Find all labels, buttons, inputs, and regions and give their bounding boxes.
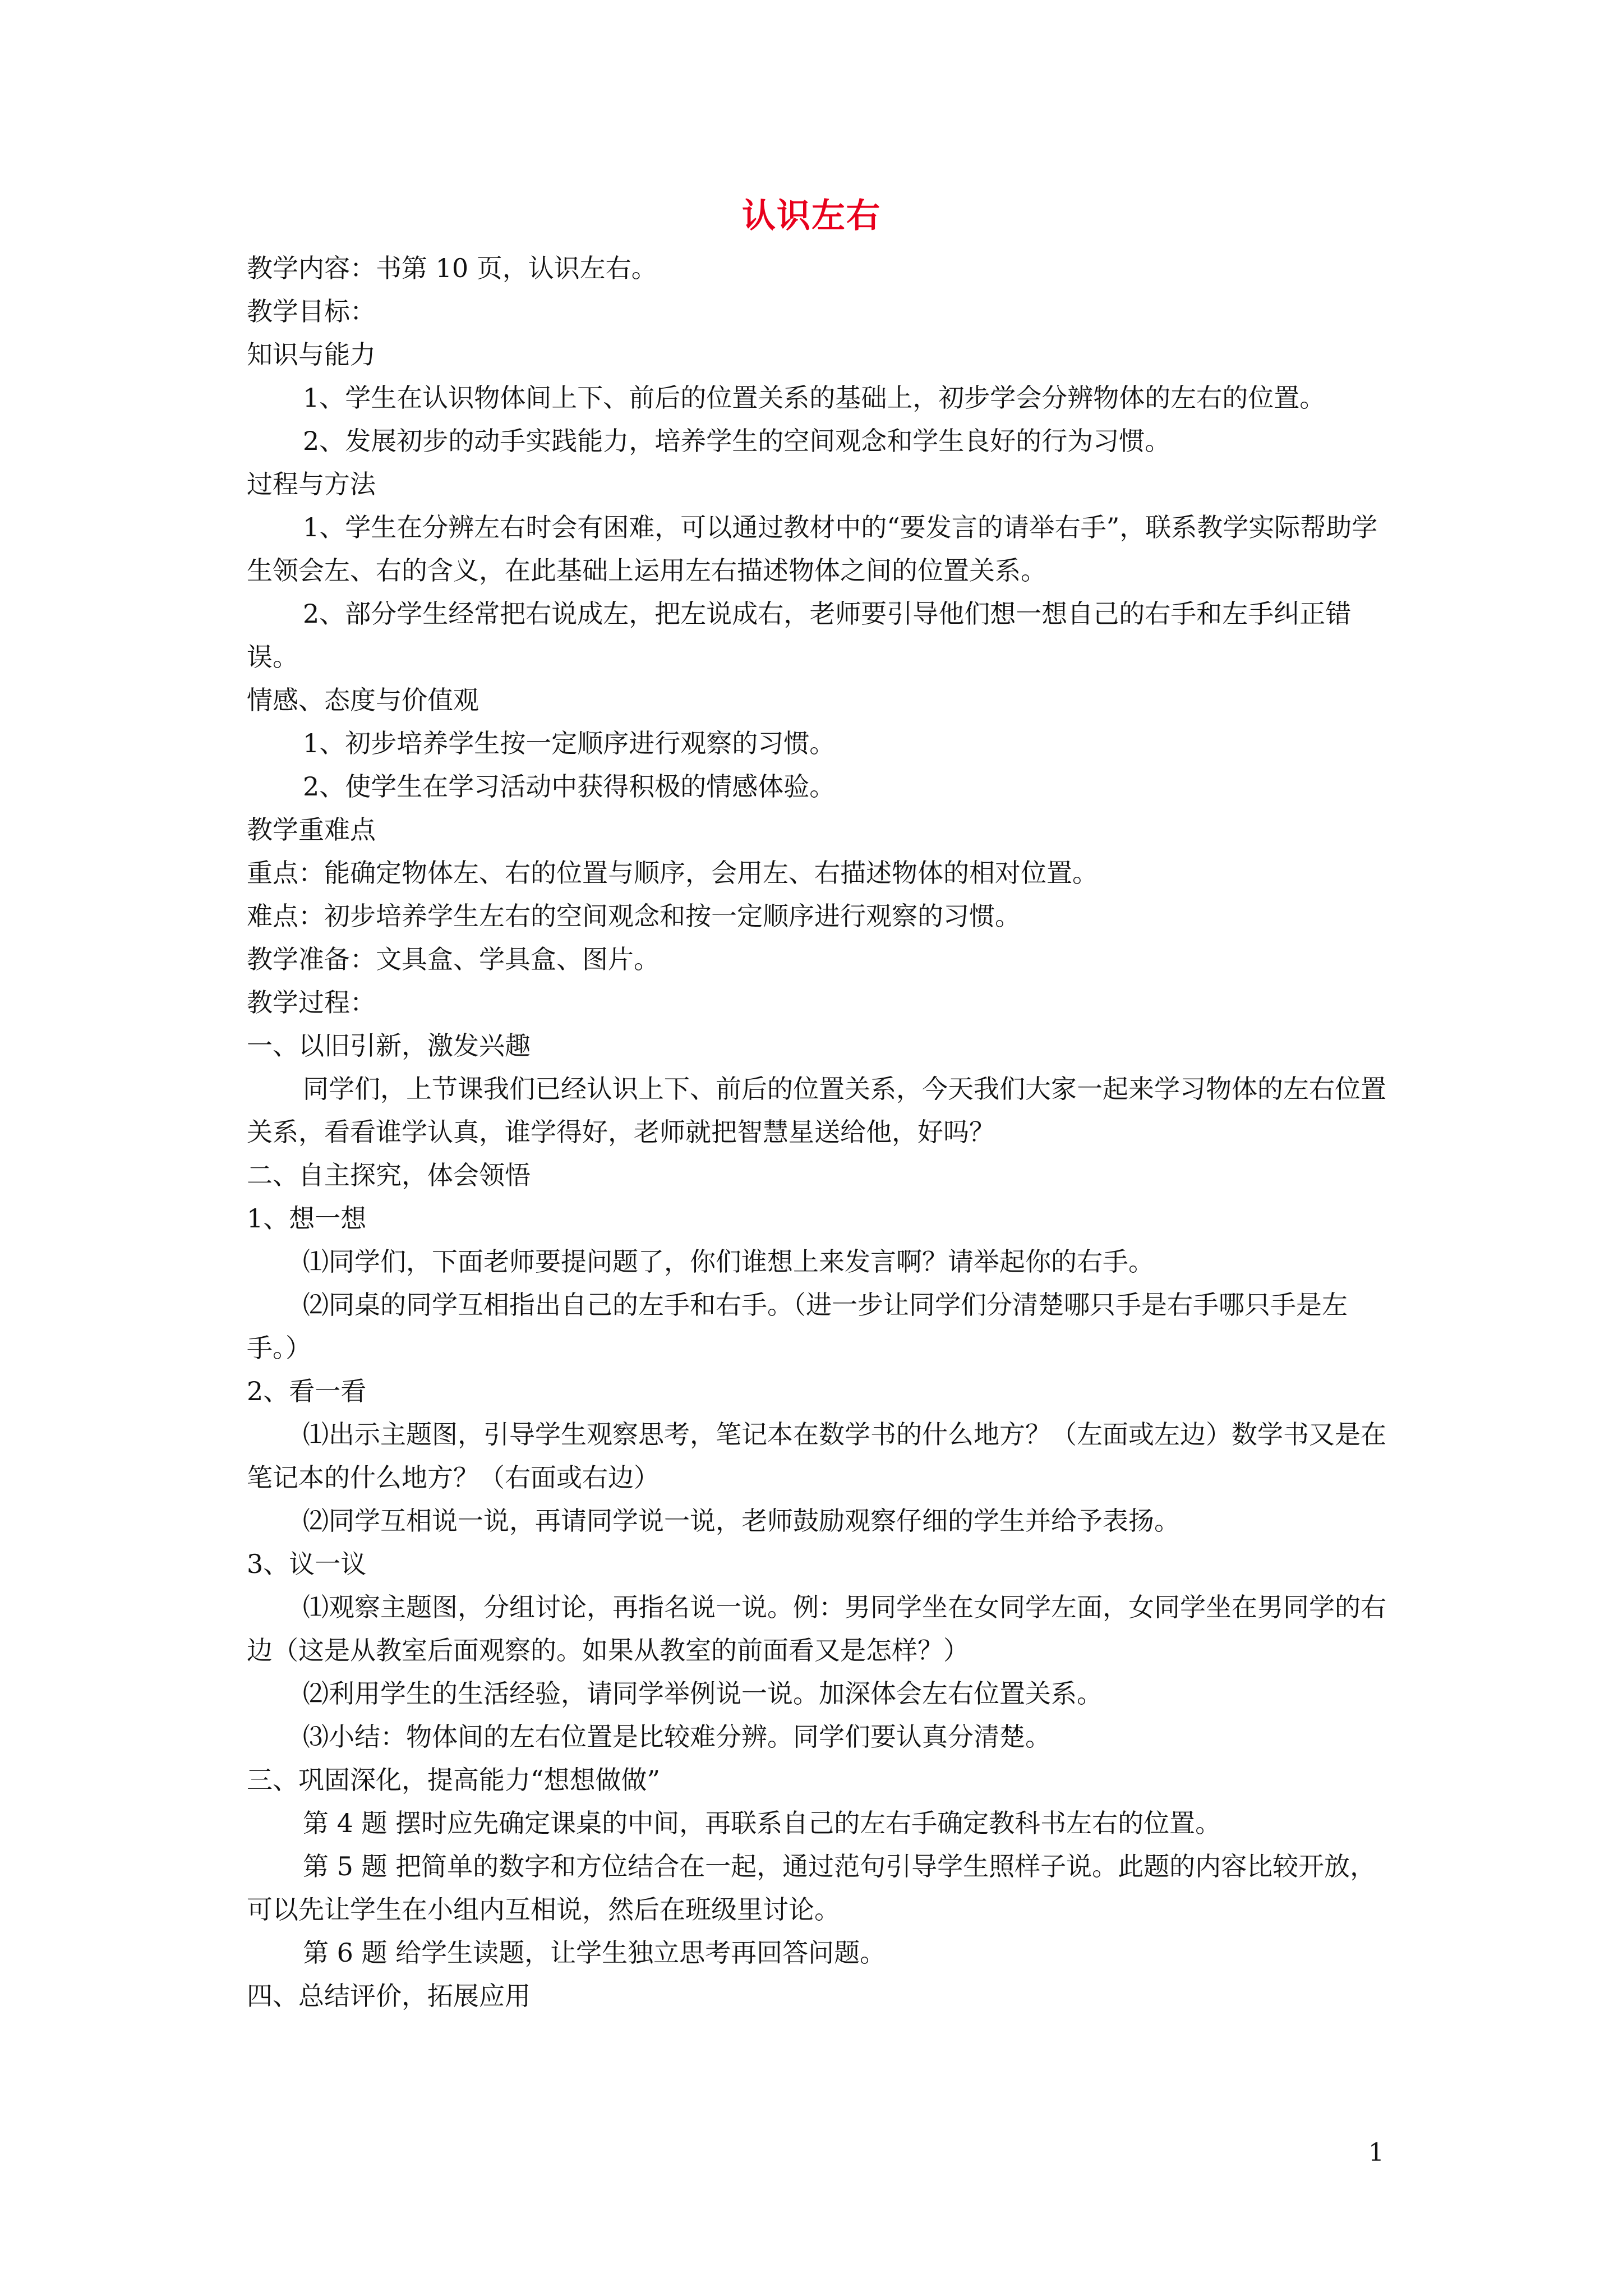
page-number: 1: [1368, 2138, 1384, 2167]
document-title: 认识左右: [742, 196, 881, 236]
paragraph: 难点：初步培养学生左右的空间观念和按一定顺序进行观察的习惯。: [247, 901, 1021, 931]
paragraph: 同学们，上节课我们已经认识上下、前后的位置关系，今天我们大家一起来学习物体的左右位置关系，看看谁学认真，谁学得好，老师就把智慧星送给他，好吗？: [247, 1074, 1386, 1147]
paragraph: 三、巩固深化，提高能力“想想做做”: [247, 1765, 661, 1795]
paragraph: 知识与能力: [247, 339, 376, 370]
paragraph: ⑶小结：物体间的左右位置是比较难分辨。同学们要认真分清楚。: [303, 1722, 1051, 1752]
paragraph: 1、学生在认识物体间上下、前后的位置关系的基础上，初步学会分辨物体的左右的位置。: [303, 383, 1326, 413]
paragraph: 3、议一议: [247, 1549, 367, 1579]
paragraph: 一、以旧引新，激发兴趣: [247, 1030, 531, 1061]
paragraph: 2、发展初步的动手实践能力，培养学生的空间观念和学生良好的行为习惯。: [303, 426, 1171, 456]
paragraph: ⑵利用学生的生活经验，请同学举例说一说。加深体会左右位置关系。: [303, 1678, 1103, 1709]
paragraph: 2、部分学生经常把右说成左，把左说成右，老师要引导他们想一想自己的右手和左手纠正错误。: [247, 599, 1352, 672]
paragraph: 2、看一看: [247, 1376, 367, 1406]
paragraph: ⑵同桌的同学互相指出自己的左手和右手。（进一步让同学们分清楚哪只手是右手哪只手是左手。）: [247, 1290, 1348, 1363]
document-body: [247, 247, 1391, 2018]
paragraph: 第 6 题 给学生读题，让学生独立思考再回答问题。: [303, 1938, 886, 1968]
paragraph: 第 4 题 摆时应先确定课桌的中间，再联系自己的左右手确定教科书左右的位置。: [303, 1808, 1221, 1838]
paragraph: 1、初步培养学生按一定顺序进行观察的习惯。: [303, 728, 836, 758]
paragraph: 教学重难点: [247, 815, 376, 845]
paragraph: ⑴同学们，下面老师要提问题了，你们谁想上来发言啊？请举起你的右手。: [303, 1246, 1154, 1277]
paragraph: 二、自主探究，体会领悟: [247, 1160, 531, 1190]
paragraph: ⑴出示主题图，引导学生观察思考，笔记本在数学书的什么地方？（左面或左边）数学书又是在笔记本的什么地方？（右面或右边）: [247, 1419, 1386, 1493]
paragraph: 教学目标：: [247, 296, 376, 326]
paragraph: ⑴观察主题图，分组讨论，再指名说一说。例：男同学坐在女同学左面，女同学坐在男同学的右边（这是从教室后面观察的。如果从教室的前面看又是怎样？）: [247, 1592, 1386, 1665]
paragraph: 教学内容：书第 10 页，认识左右。: [247, 253, 657, 283]
paragraph: 2、使学生在学习活动中获得积极的情感体验。: [303, 771, 836, 802]
paragraph: 教学准备：文具盒、学具盒、图片。: [247, 944, 660, 974]
paragraph: ⑵同学互相说一说，再请同学说一说，老师鼓励观察仔细的学生并给予表扬。: [303, 1506, 1180, 1536]
paragraph: 1、学生在分辨左右时会有困难，可以通过教材中的“要发言的请举右手”，联系教学实际帮助学生领会左、右的含义，在此基础上运用左右描述物体之间的位置关系。: [247, 512, 1378, 586]
paragraph: 第 5 题 把简单的数字和方位结合在一起，通过范句引导学生照样子说。此题的内容比较开放，可以先让学生在小组内互相说，然后在班级里讨论。: [247, 1851, 1376, 1925]
paragraph: 教学过程：: [247, 987, 376, 1018]
paragraph: 四、总结评价，拓展应用: [247, 1981, 531, 2011]
paragraph: 过程与方法: [247, 469, 376, 499]
paragraph: 情感、态度与价值观: [247, 685, 479, 715]
paragraph: 1、想一想: [247, 1203, 367, 1234]
paragraph: 重点：能确定物体左、右的位置与顺序，会用左、右描述物体的相对位置。: [247, 858, 1098, 888]
